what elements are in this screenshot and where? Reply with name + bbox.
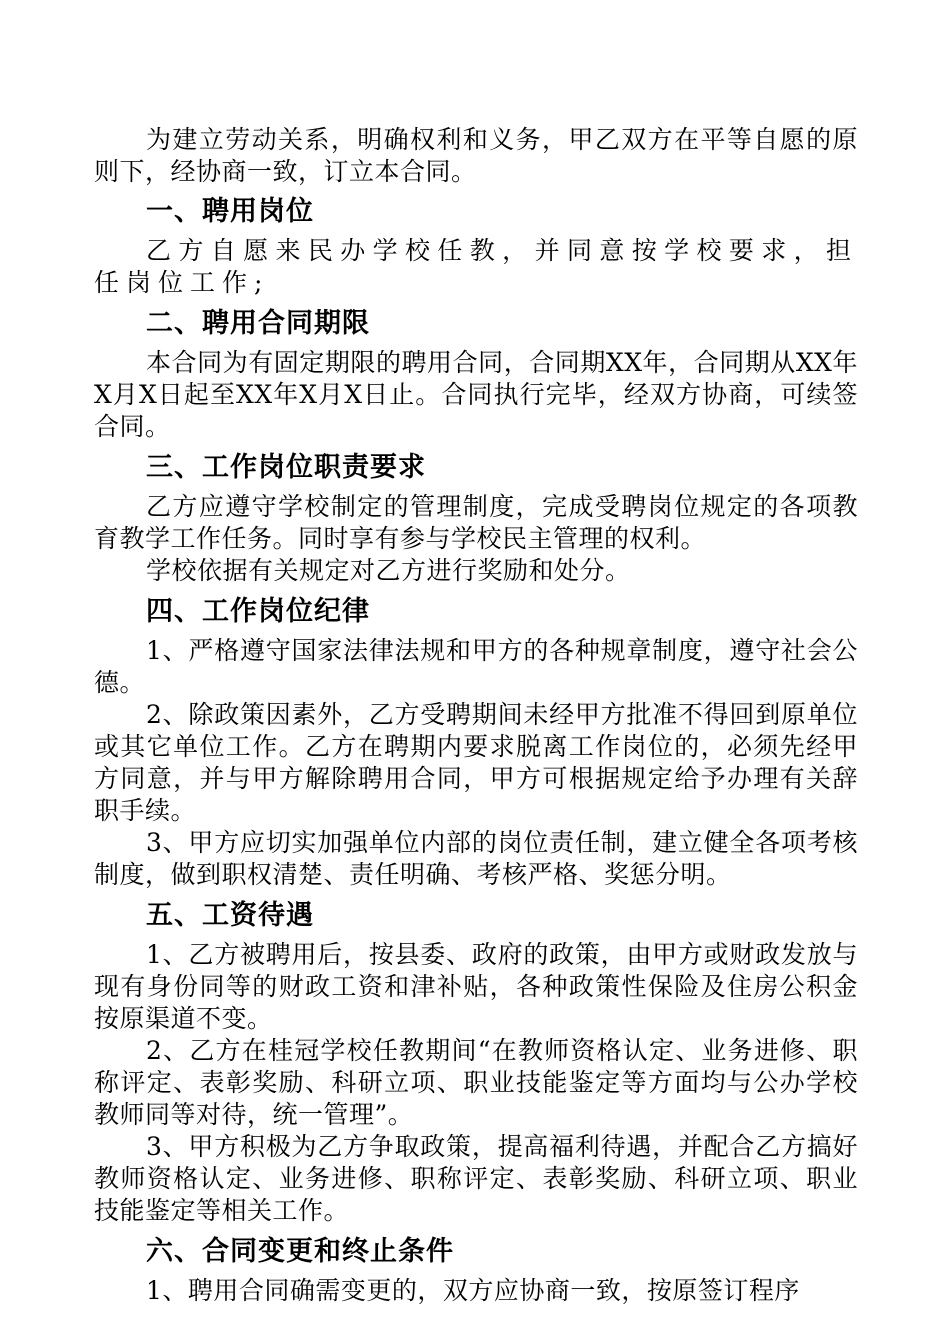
section-salary-item-2: 2、乙方在桂冠学校任教期间“在教师资格认定、业务进修、职称评定、表彰奖励、科研立项、职业技能鉴定等方面均与公办学校教师同等对待，统一管理”。 [94, 1036, 858, 1129]
section-duties-paragraph-2: 学校依据有关规定对乙方进行奖励和处分。 [146, 556, 631, 585]
section-heading-duties: 三、工作岗位职责要求 [146, 452, 426, 483]
section-salary-item-3: 3、甲方积极为乙方争取政策，提高福利待遇，并配合乙方搞好教师资格认定、业务进修、职称评定、表彰奖励、科研立项、职业技能鉴定等相关工作。 [94, 1132, 858, 1225]
section-discipline-item-1: 1、严格遵守国家法律法规和甲方的各种规章制度，遵守社会公德。 [94, 636, 858, 697]
section-heading-change-termination: 六、合同变更和终止条件 [146, 1236, 454, 1267]
section-heading-term: 二、聘用合同期限 [146, 308, 370, 339]
document-body [94, 124, 858, 1307]
section-duties-paragraph-1: 乙方应遵守学校制定的管理制度，完成受聘岗位规定的各项教育教学工作任务。同时享有参与学校民主管理的权利。 [94, 492, 858, 553]
section-term-paragraph: 本合同为有固定期限的聘用合同，合同期XX年，合同期从XX年X月X日起至XX年X月X日止。合同执行完毕，经双方协商，可续签合同。 [94, 348, 858, 441]
section-heading-post: 一、聘用岗位 [146, 196, 314, 227]
section-heading-salary: 五、工资待遇 [146, 900, 314, 931]
section-change-item-1: 1、聘用合同确需变更的，双方应协商一致，按原签订程序 [146, 1276, 800, 1305]
section-discipline-item-3: 3、甲方应切实加强单位内部的岗位责任制，建立健全各项考核制度，做到职权清楚、责任明确、考核严格、奖惩分明。 [94, 828, 858, 889]
intro-paragraph: 为建立劳动关系，明确权利和义务，甲乙双方在平等自愿的原则下，经协商一致，订立本合同。 [94, 125, 858, 186]
section-salary-item-1: 1、乙方被聘用后，按县委、政府的政策，由甲方或财政发放与现有身份同等的财政工资和津补贴，各种政策性保险及住房公积金按原渠道不变。 [94, 940, 858, 1033]
section-post-paragraph: 乙方自愿来民办学校任教，并同意按学校要求，担任岗位工作; [94, 236, 858, 297]
section-heading-discipline: 四、工作岗位纪律 [146, 596, 370, 627]
section-discipline-item-2: 2、除政策因素外，乙方受聘期间未经甲方批准不得回到原单位或其它单位工作。乙方在聘期内要求脱离工作岗位的，必须先经甲方同意，并与甲方解除聘用合同，甲方可根据规定给予办理有关辞职手续。 [94, 700, 858, 825]
